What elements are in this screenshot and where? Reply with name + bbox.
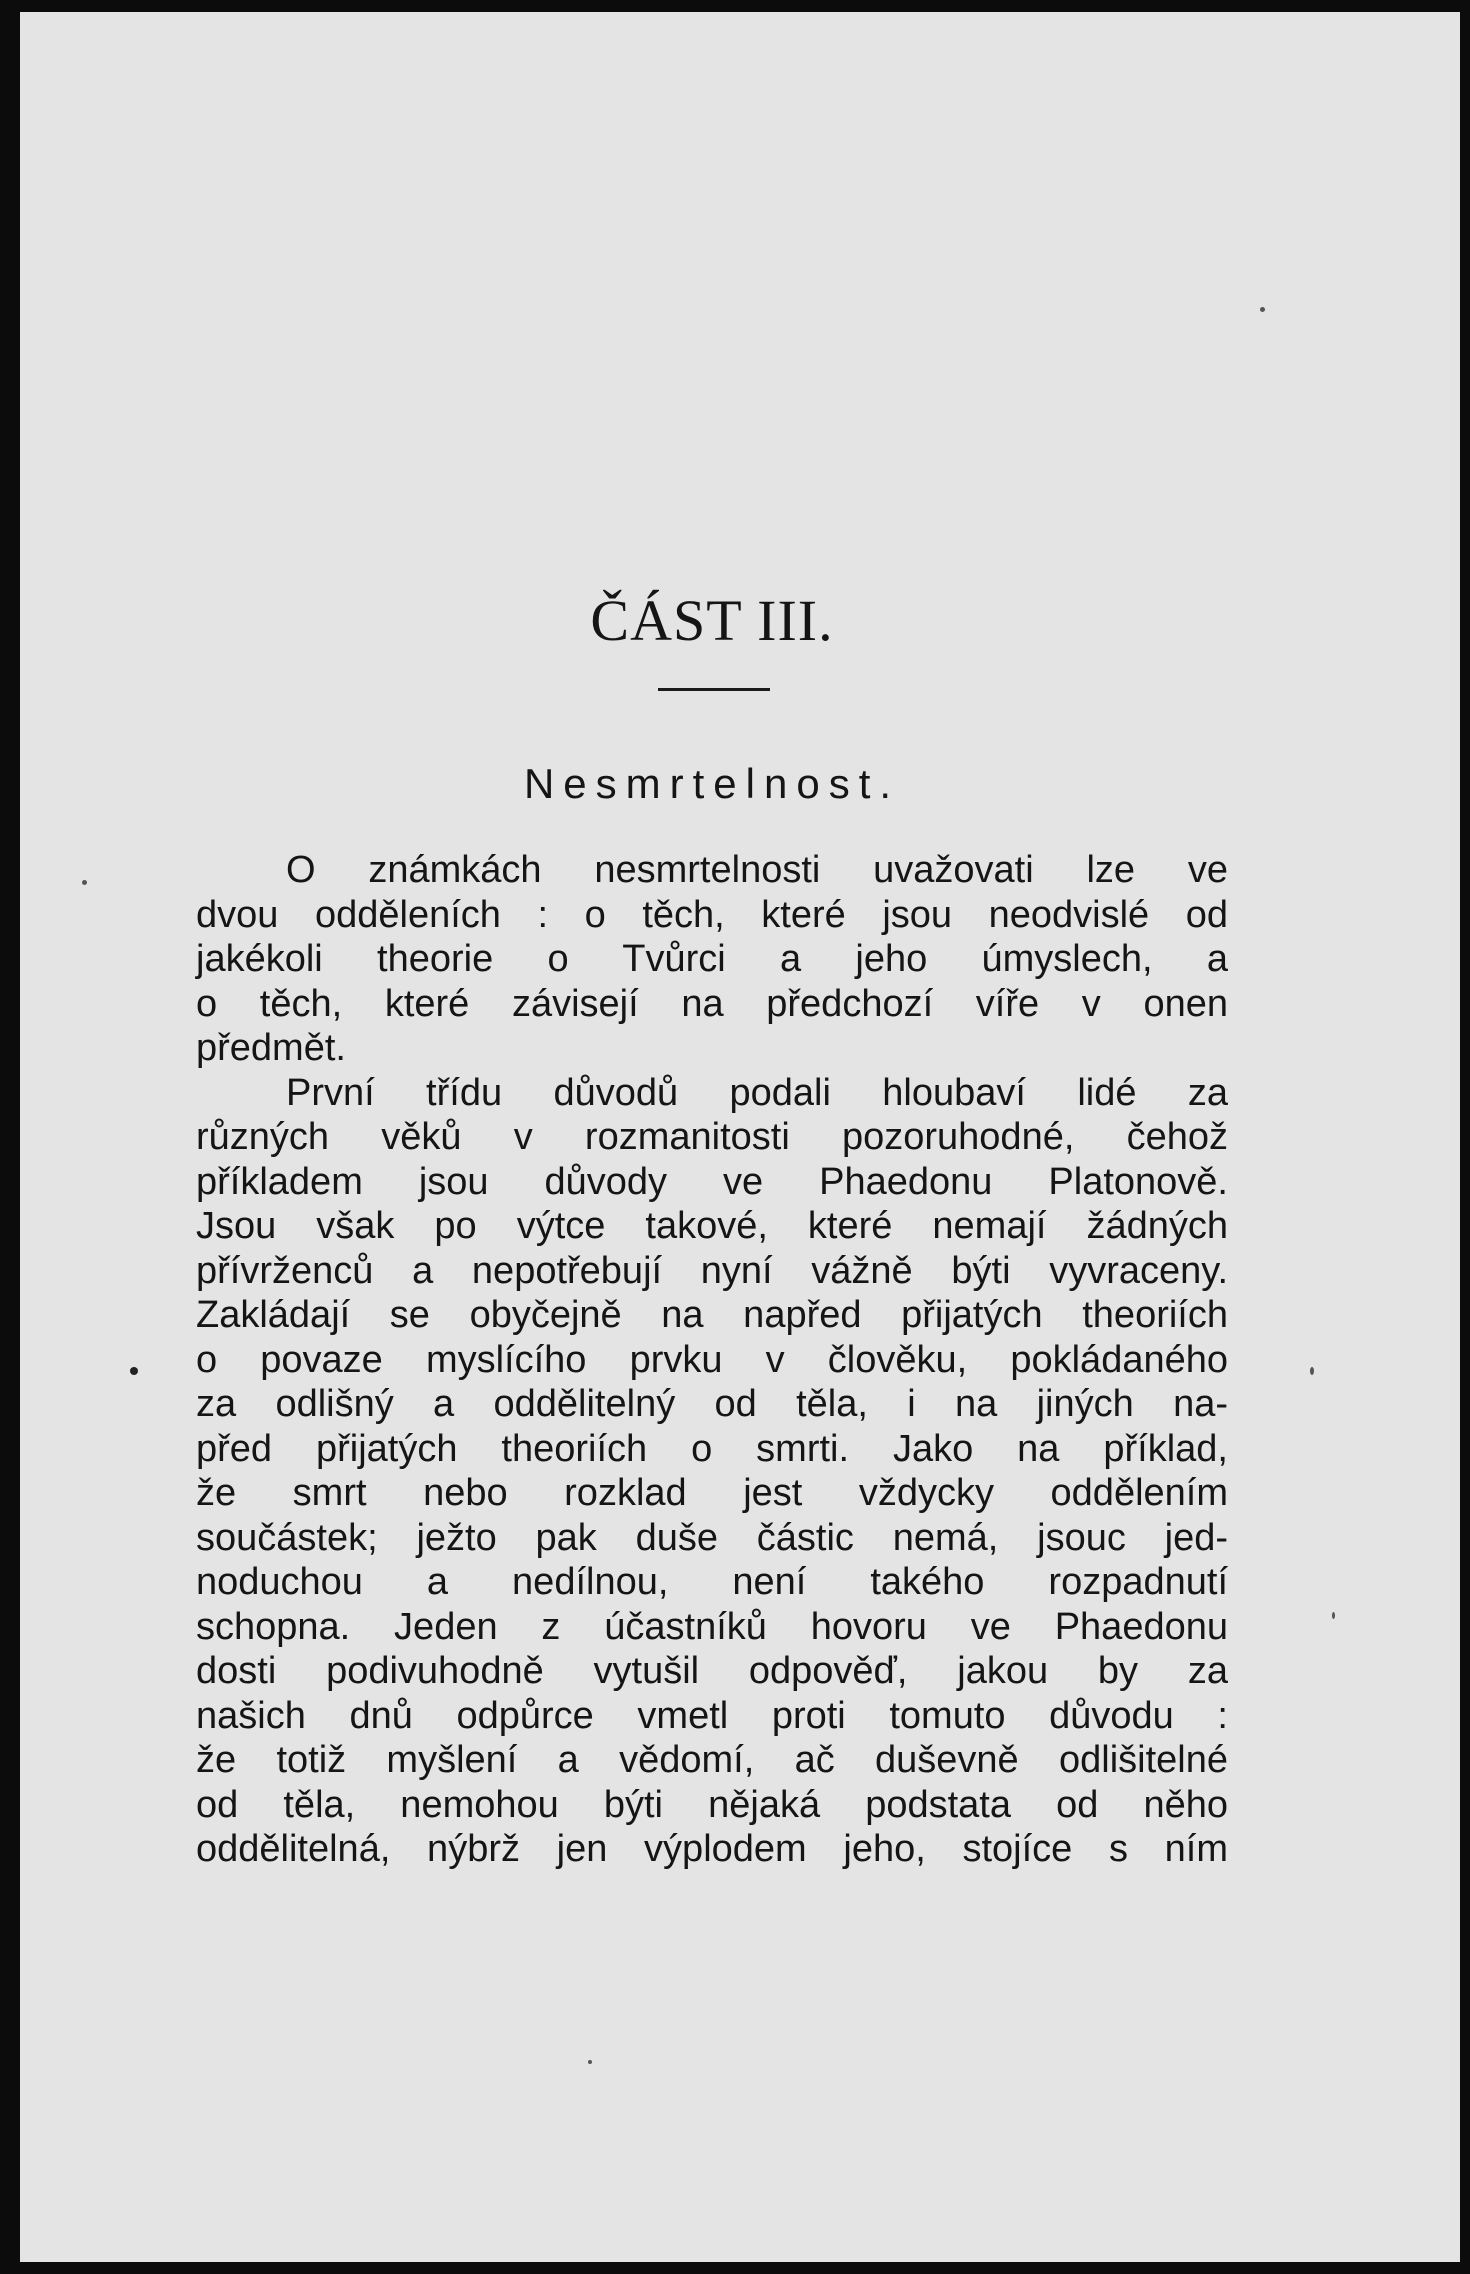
book-page [20, 12, 1460, 2262]
text-line: našich dnů odpůrce vmetl proti tomuto důvodu : [196, 1694, 1228, 1737]
part-title: ČÁST III. [590, 588, 834, 653]
paper-speck [588, 2060, 592, 2064]
text-line: před přijatých theoriích o smrti. Jako na příklad, [196, 1427, 1228, 1470]
text-line: o těch, které závisejí na předchozí víře v onen [196, 982, 1228, 1025]
text-line: Zakládají se obyčejně na napřed přijatých theoriích [196, 1294, 1228, 1336]
text-line: dvou odděleních : o těch, které jsou neodvislé od [196, 893, 1228, 936]
paper-speck [1310, 1367, 1314, 1375]
text-line: od těla, nemohou býti nějaká podstata od něho [196, 1783, 1228, 1826]
text-line: Jsou však po výtce takové, které nemají žádných [196, 1205, 1228, 1247]
text-line: že smrt nebo rozklad jest vždycky oddělením [196, 1472, 1228, 1514]
paper-speck [82, 880, 87, 885]
text-line: různých věků v rozmanitosti pozoruhodné, čehož [196, 1116, 1228, 1158]
text-line: schopna. Jeden z účastníků hovoru ve Phaedonu [196, 1605, 1228, 1648]
section-title: Nesmrtelnost. [523, 760, 901, 807]
text-line: za odlišný a oddělitelný od těla, i na jiných na- [196, 1383, 1228, 1425]
text-line: o povaze myslícího prvku v člověku, pokládaného [196, 1338, 1228, 1381]
scan-right-border [1460, 0, 1470, 2274]
paper-speck [130, 1367, 138, 1375]
paper-speck [1332, 1612, 1335, 1619]
text-line: O známkách nesmrtelnosti uvažovati lze ve [286, 849, 1228, 891]
text-line: předmět. [196, 1027, 346, 1069]
text-line: přívrženců a nepotřebují nyní vážně býti vyvraceny. [196, 1249, 1228, 1292]
text-line: dosti podivuhodně vytušil odpověď, jakou by za [196, 1650, 1228, 1692]
text-line: noduchou a nedílnou, není takého rozpadnutí [196, 1561, 1228, 1603]
text-line: příkladem jsou důvody ve Phaedonu Platonově. [196, 1160, 1228, 1203]
text-line: součástek; ježto pak duše částic nemá, jsouc jed- [196, 1516, 1228, 1559]
title-rule [658, 688, 770, 691]
text-line: jakékoli theorie o Tvůrci a jeho úmyslech, a [196, 938, 1228, 980]
text-line: oddělitelná, nýbrž jen výplodem jeho, stojíce s ním [196, 1828, 1228, 1870]
text-line: První třídu důvodů podali hloubaví lidé za [286, 1071, 1228, 1114]
scan-left-border [0, 0, 12, 2274]
paper-speck [1260, 307, 1265, 312]
text-line: že totiž myšlení a vědomí, ač duševně odlišitelné [196, 1739, 1228, 1781]
body-text [196, 848, 1228, 1872]
